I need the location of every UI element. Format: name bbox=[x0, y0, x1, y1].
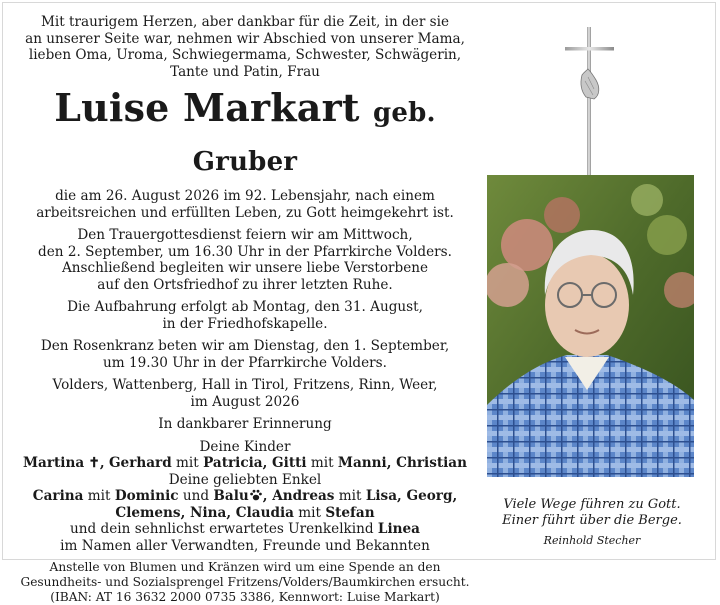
obituary-text bbox=[20, 14, 470, 605]
children-label: Deine Kinder bbox=[199, 438, 291, 455]
service-line: den 2. September, um 16.30 Uhr in der Pfarrkirche Volders. bbox=[38, 243, 452, 260]
quote-line: Viele Wege führen zu Gott. bbox=[503, 497, 681, 512]
grandchildren-line: Clemens, Nina, Claudia mit Stefan bbox=[115, 504, 375, 521]
viewing-line: in der Friedhofskapelle. bbox=[162, 315, 328, 332]
children-line: Martina ✝, Gerhard mit Patricia, Gitti mit Manni, Christian bbox=[23, 455, 467, 471]
intro-line: lieben Oma, Uroma, Schwiegermama, Schwester, Schwägerin, bbox=[28, 47, 462, 63]
deceased-name bbox=[20, 86, 470, 184]
maiden-name: geb. Gruber bbox=[192, 98, 436, 177]
grandchildren-label: Deine geliebten Enkel bbox=[168, 471, 322, 488]
quote-block bbox=[478, 497, 706, 549]
places-line: Volders, Wattenberg, Hall in Tirol, Fritzens, Rinn, Weer, bbox=[52, 377, 438, 393]
great-grandchild-line: und dein sehnlichst erwartetes Urenkelkind Linea bbox=[70, 521, 420, 537]
donation-line: (IBAN: AT 16 3632 2000 0735 3386, Kennwort: Luise Markart) bbox=[50, 590, 440, 604]
paw-icon bbox=[249, 488, 263, 502]
viewing-line: Die Aufbahrung erfolgt ab Montag, den 31. August, bbox=[67, 299, 423, 315]
quote-author: Reinhold Stecher bbox=[543, 534, 641, 547]
deceased-full-name: Luise Markart bbox=[54, 85, 360, 130]
remembrance-line: In dankbarer Erinnerung bbox=[158, 416, 332, 432]
intro-line: Mit traurigem Herzen, aber dankbar für die Zeit, in der sie bbox=[40, 14, 450, 30]
intro-line: an unserer Seite war, nehmen wir Abschied von unserer Mama, bbox=[25, 30, 465, 47]
service-line: Den Trauergottesdienst feiern wir am Mittwoch, bbox=[77, 227, 413, 243]
service-line: Anschließend begleiten wir unsere liebe Verstorbene bbox=[61, 260, 429, 276]
portrait-photo bbox=[487, 175, 694, 477]
donation-line: Anstelle von Blumen und Kränzen wird um eine Spende an den bbox=[49, 560, 441, 574]
cross-mark: ✝ bbox=[88, 455, 100, 471]
quote-line: Einer führt über die Berge. bbox=[502, 513, 682, 528]
relatives-line: im Namen aller Verwandten, Freunde und Bekannten bbox=[60, 537, 430, 554]
places-line: im August 2026 bbox=[190, 393, 300, 410]
intro-line: Tante und Patin, Frau bbox=[170, 63, 320, 80]
rosary-line: Den Rosenkranz beten wir am Dienstag, den 1. September, bbox=[40, 338, 450, 354]
death-line: arbeitsreichen und erfüllten Leben, zu Gott heimgekehrt ist. bbox=[36, 204, 454, 221]
donation-line: Gesundheits- und Sozialsprengel Fritzens/Volders/Baumkirchen ersucht. bbox=[20, 575, 470, 589]
rosary-line: um 19.30 Uhr in der Pfarrkirche Volders. bbox=[103, 354, 387, 371]
death-line: die am 26. August 2026 im 92. Lebensjahr, nach einem bbox=[55, 188, 435, 204]
service-line: auf den Ortsfriedhof zu ihrer letzten Ruhe. bbox=[97, 276, 393, 293]
grandchildren-line: Carina mit Dominic und Balu , Andreas mit Lisa, Georg, bbox=[32, 488, 458, 504]
